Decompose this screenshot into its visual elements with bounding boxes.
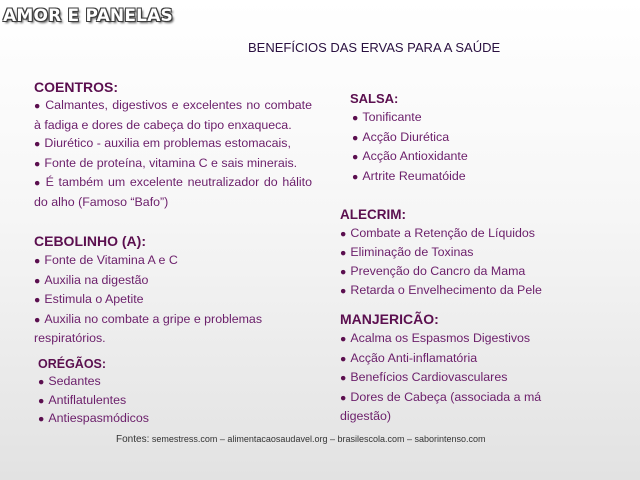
- section-oregaos: [38, 356, 238, 429]
- list-item: ● Artrite Reumatóide: [352, 167, 610, 187]
- list-item: ● Acção Diurética: [352, 128, 610, 148]
- section-cebolinho: [34, 231, 314, 348]
- list-item: ● Estimula o Apetite: [34, 290, 314, 310]
- section-heading: ALECRIM:: [340, 207, 406, 222]
- sources-text: semestress.com – alimentacaosaudavel.org – brasilescola.com – saborintenso.com: [151, 434, 486, 444]
- section-heading: ORÉGÃOS:: [38, 357, 107, 371]
- list-item: ● Eliminação de Toxinas: [340, 243, 620, 262]
- list-item: ● Acção Anti-inflamatória: [340, 349, 610, 369]
- section-heading: COENTROS:: [34, 79, 118, 95]
- list-item: ● Antiflatulentes: [38, 392, 238, 411]
- list-item: ● Dores de Cabeça (associada a má: [340, 388, 610, 408]
- list-item: ● Fonte de proteína, vitamina C e sais minerais.: [34, 154, 312, 174]
- section-heading: SALSA:: [350, 91, 399, 106]
- list-item: ● Tonificante: [352, 108, 610, 128]
- section-heading: CEBOLINHO (A):: [34, 233, 146, 249]
- section-heading: MANJERICÃO:: [340, 311, 439, 327]
- slide-title: BENEFÍCIOS DAS ERVAS PARA A SAÚDE: [248, 40, 501, 55]
- brand-logo: AMOR E PANELAS: [3, 6, 173, 26]
- list-item: ● Prevenção do Cancro da Mama: [340, 262, 620, 281]
- list-item: ● Benefícios Cardiovasculares: [340, 368, 610, 388]
- list-item: ● Auxilia no combate a gripe e problemas respiratórios.: [34, 310, 314, 348]
- section-salsa: [350, 89, 610, 186]
- sources-footer: [116, 434, 486, 445]
- list-item: ● Sedantes: [38, 373, 238, 392]
- section-alecrim: [340, 206, 620, 300]
- list-item: ● Antiespasmódicos: [38, 410, 238, 429]
- list-item: ● Retarda o Envelhecimento da Pele: [340, 281, 620, 300]
- list-item: ● Acalma os Espasmos Digestivos: [340, 329, 610, 349]
- section-manjericao: [340, 310, 610, 426]
- list-item: ● Calmantes, digestivos e excelentes no combate à fadiga e dores de cabeça do tipo enxaqueca.: [34, 96, 312, 134]
- sources-label: Fontes:: [116, 434, 150, 445]
- list-item: ● Fonte de Vitamina A e C: [34, 251, 314, 271]
- list-item: ● Acção Antioxidante: [352, 147, 610, 167]
- list-item: ● Combate a Retenção de Líquidos: [340, 224, 620, 243]
- section-coentros: [34, 78, 312, 211]
- list-item: ● Auxilia na digestão: [34, 271, 314, 291]
- list-item: ● Diurético - auxilia em problemas estomacais,: [34, 134, 312, 154]
- list-item-continuation: digestão): [340, 409, 391, 423]
- list-item: ● É também um excelente neutralizador do hálito do alho (Famoso “Bafo”): [34, 173, 312, 211]
